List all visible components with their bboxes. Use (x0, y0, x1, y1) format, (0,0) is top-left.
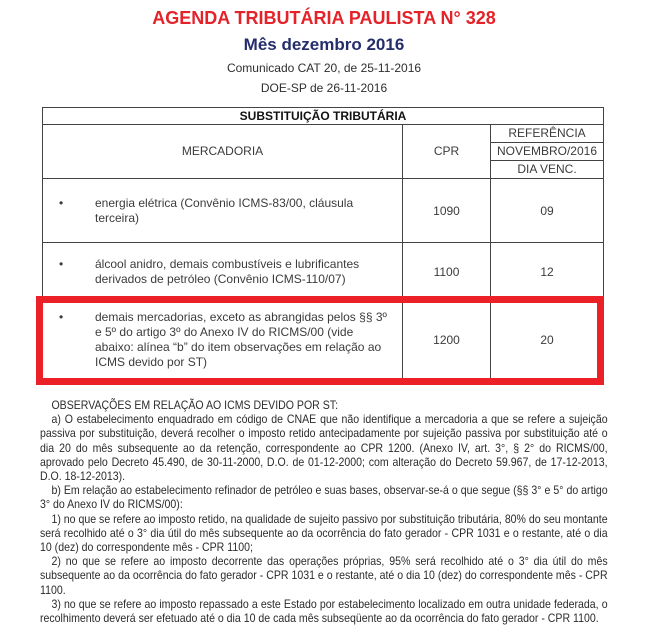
cpr-cell: 1090 (403, 179, 491, 243)
table-caption-row (43, 108, 604, 125)
page-title: AGENDA TRIBUTÁRIA PAULISTA N° 328 (152, 8, 496, 28)
col-header-mercadoria: MERCADORIA (43, 125, 403, 179)
table-row (43, 243, 604, 301)
observation-paragraph-3: 3) no que se refere ao imposto repassado a este Estado por estabelecimento localizado em outra unidade federada, o recolhimento deverá ser efetuado até o dia 10 de cada mês subseqüente ao da ocorrência do fato gerador - CPR 1100. (40, 596, 608, 625)
document-header (0, 0, 648, 95)
dia-venc-cell: 12 (491, 243, 604, 301)
mercadoria-cell (43, 243, 403, 301)
table-row-highlighted (43, 301, 604, 379)
col-header-month: NOVEMBRO/2016 (491, 143, 604, 161)
mercadoria-cell (43, 301, 403, 379)
mercadoria-text: energia elétrica (Convênio ICMS-83/00, cláusula terceira) (95, 195, 354, 225)
substituicao-tributaria-table (42, 107, 604, 379)
cpr-cell: 1100 (403, 243, 491, 301)
bullet-icon: • (59, 309, 64, 324)
cpr-cell: 1200 (403, 301, 491, 379)
observation-paragraph-1: 1) no que se refere ao imposto retido, na qualidade de sujeito passivo por substituição tributária, 80% do seu montante será recolhido até o 3° dia útil do mês subsequente ao da ocorrência do fato gerador - CPR 1031 e o restante, até o dia 10 (dez) do correspondente mês - CPR 1100; (40, 511, 608, 555)
observations-heading: OBSERVAÇÕES EM RELAÇÃO AO ICMS DEVIDO POR ST: (51, 398, 339, 412)
col-header-referencia: REFERÊNCIA (491, 125, 604, 143)
observations-section (40, 398, 608, 625)
table-header-row (43, 125, 604, 143)
bullet-icon: • (59, 195, 64, 210)
comunicado-line: Comunicado CAT 20, de 25-11-2016 (226, 61, 422, 75)
col-header-dia-venc: DIA VENC. (491, 161, 604, 179)
table-caption: SUBSTITUIÇÃO TRIBUTÁRIA (43, 108, 604, 125)
observation-paragraph-2: 2) no que se refere ao imposto decorrente das operações próprias, 95% será recolhido até o 3° dia útil do mês subsequente ao da ocorrência do fato gerador - CPR 1031 e o restante, até o dia 10 (dez) do correspondente mês - CPR 1100. (40, 554, 608, 597)
dia-venc-cell: 20 (491, 301, 604, 379)
page-subtitle: Mês dezembro 2016 (243, 35, 405, 54)
table-row (43, 179, 604, 243)
mercadoria-text: demais mercadorias, exceto as abrangidas pelos §§ 3º e 5º do artigo 3º do Anexo IV do RICMS/00 (vide abaixo: alínea “b” do item observações em relação ao ICMS devido por ST) (95, 309, 387, 369)
bullet-icon: • (59, 256, 64, 271)
doe-line: DOE-SP de 26-11-2016 (260, 81, 388, 95)
observation-paragraph-a: a) O estabelecimento enquadrado em código de CNAE que não identifique a mercadoria a que se refere a sujeição passiva por substituição, deverá recolher o imposto retido antecipadamente por sujeição passiva por substituição até o dia 20 do mês subsequente ao da retenção, correspondente ao CPR 1200. (Anexo IV, art. 3°, § 2° do RICMS/00, aprovado pelo Decreto 45.490, de 30-11-2000, D.O. de 01-12-2000; com alteração do Decreto 59.967, de 17-12-2013, D.O. 18-12-2013). (40, 412, 608, 484)
mercadoria-cell (43, 179, 403, 243)
observation-paragraph-b: b) Em relação ao estabelecimento refinador de petróleo e suas bases, observar-se-á o que segue (§§ 3° e 5° do artigo 3° do Anexo IV do RICMS/00): (40, 483, 608, 512)
dia-venc-cell: 09 (491, 179, 604, 243)
mercadoria-text: álcool anidro, demais combustíveis e lubrificantes derivados de petróleo (Convênio ICMS-110/07) (95, 256, 360, 286)
col-header-cpr: CPR (403, 125, 491, 179)
